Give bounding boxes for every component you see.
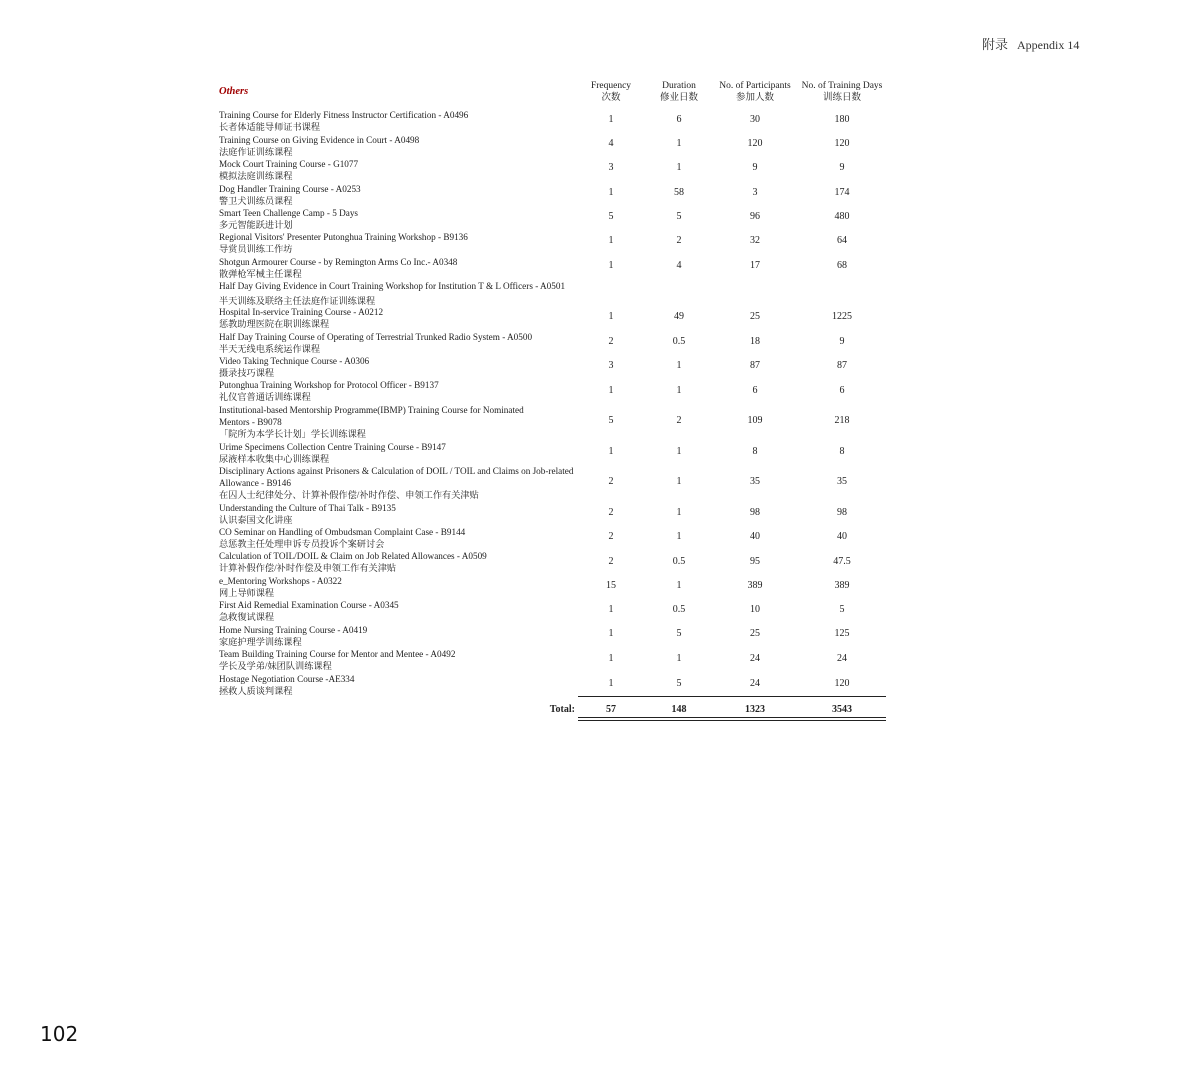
duration-cell: 0.5 bbox=[672, 556, 686, 567]
course-name-en: Video Taking Technique Course - A0306 bbox=[219, 356, 370, 366]
course-name-en: Understanding the Culture of Thai Talk - B9135 bbox=[219, 503, 396, 513]
training-days-cell: 389 bbox=[834, 580, 850, 591]
course-name-en: Home Nursing Training Course - A0419 bbox=[219, 625, 368, 635]
course-name-zh: 家庭护理学训练课程 bbox=[219, 637, 302, 648]
course-name-en: First Aid Remedial Examination Course - A0345 bbox=[219, 600, 399, 610]
course-label bbox=[219, 575, 594, 599]
duration-cell: 5 bbox=[676, 628, 682, 639]
course-name-zh: 计算补假作偿/补时作偿及申领工作有关津贴 bbox=[219, 563, 397, 574]
course-name-en: Training Course for Elderly Fitness Instructor Certification - A0496 bbox=[219, 110, 469, 120]
duration-cell: 1 bbox=[676, 162, 682, 173]
frequency-cell: 1 bbox=[608, 604, 614, 615]
col-head-participants-zh: 参加人数 bbox=[735, 93, 774, 103]
duration-cell: 1 bbox=[676, 476, 682, 487]
training-days-cell: 218 bbox=[834, 415, 850, 426]
col-head-duration-zh: 修业日数 bbox=[659, 93, 698, 103]
frequency-cell: 1 bbox=[608, 446, 614, 457]
duration-cell: 1 bbox=[676, 531, 682, 542]
participants-cell: 87 bbox=[750, 360, 760, 371]
course-name-zh: 模拟法庭训练课程 bbox=[219, 171, 293, 182]
training-days-cell: 1225 bbox=[832, 311, 852, 322]
participants-cell: 24 bbox=[750, 678, 760, 689]
training-days-cell: 47.5 bbox=[833, 556, 851, 567]
course-label bbox=[219, 207, 594, 231]
duration-cell: 4 bbox=[676, 260, 682, 271]
course-name-en: e_Mentoring Workshops - A0322 bbox=[219, 576, 342, 586]
course-label bbox=[219, 109, 594, 133]
participants-cell: 389 bbox=[747, 580, 763, 591]
course-name-zh: 总惩教主任处理申诉专员投诉个案研讨会 bbox=[219, 539, 385, 550]
course-label bbox=[219, 355, 594, 379]
participants-cell: 9 bbox=[752, 162, 758, 173]
training-days-cell: 24 bbox=[837, 653, 847, 664]
training-days-cell: 5 bbox=[839, 604, 845, 615]
course-label bbox=[219, 183, 594, 207]
duration-cell: 58 bbox=[674, 187, 684, 198]
course-label bbox=[219, 280, 594, 307]
course-name-zh: 学长及学弟/妹团队训练课程 bbox=[219, 661, 332, 672]
course-name-zh: 法庭作证训练课程 bbox=[219, 147, 293, 158]
participants-cell: 25 bbox=[750, 311, 760, 322]
frequency-cell: 1 bbox=[608, 628, 614, 639]
course-name-en: Half Day Training Course of Operating of Terrestrial Trunked Radio System - A0500 bbox=[219, 332, 533, 342]
course-name-en: Disciplinary Actions against Prisoners & Calculation of DOIL / TOIL and Claims on Job-related Allowance - B9146 bbox=[219, 466, 574, 489]
training-days-cell: 9 bbox=[839, 336, 845, 347]
col-head-training-days bbox=[798, 80, 886, 104]
course-name-en: Smart Teen Challenge Camp - 5 Days bbox=[219, 208, 359, 218]
course-label bbox=[219, 502, 594, 526]
course-name-en: Mock Court Training Course - G1077 bbox=[219, 159, 359, 169]
training-days-cell: 8 bbox=[839, 446, 845, 457]
course-label bbox=[219, 550, 594, 574]
duration-cell: 1 bbox=[676, 138, 682, 149]
frequency-cell: 2 bbox=[608, 531, 614, 542]
participants-cell: 30 bbox=[750, 114, 760, 125]
course-name-zh: 尿液样本收集中心训练课程 bbox=[219, 454, 330, 465]
col-head-frequency-en: Frequency bbox=[590, 81, 632, 91]
frequency-cell: 1 bbox=[608, 187, 614, 198]
training-days-cell: 125 bbox=[834, 628, 850, 639]
course-name-zh: 礼仪官普通话训练课程 bbox=[219, 392, 311, 403]
participants-cell: 8 bbox=[752, 446, 758, 457]
col-head-frequency-zh: 次数 bbox=[601, 93, 621, 103]
participants-cell: 98 bbox=[750, 507, 760, 518]
appendix-label-en: Appendix 14 bbox=[1017, 38, 1080, 52]
training-days-cell: 9 bbox=[839, 162, 845, 173]
duration-cell: 0.5 bbox=[672, 604, 686, 615]
course-label bbox=[219, 134, 594, 158]
course-label bbox=[219, 331, 594, 355]
total-participants: 1323 bbox=[745, 704, 765, 715]
course-label bbox=[219, 158, 594, 182]
duration-cell: 1 bbox=[676, 580, 682, 591]
course-label bbox=[219, 231, 594, 255]
duration-cell: 1 bbox=[676, 446, 682, 457]
course-name-zh: 半天无线电系统运作课程 bbox=[219, 344, 321, 355]
training-days-cell: 480 bbox=[834, 211, 850, 222]
training-days-cell: 98 bbox=[837, 507, 847, 518]
training-days-cell: 68 bbox=[837, 260, 847, 271]
frequency-cell: 2 bbox=[608, 476, 614, 487]
duration-cell: 5 bbox=[676, 211, 682, 222]
participants-cell: 96 bbox=[750, 211, 760, 222]
course-name-en: Regional Visitors' Presenter Putonghua Training Workshop - B9136 bbox=[219, 232, 468, 242]
frequency-cell: 15 bbox=[606, 580, 616, 591]
appendix-label-zh: 附录 bbox=[982, 37, 1009, 52]
participants-cell: 17 bbox=[750, 260, 760, 271]
course-name-en: Half Day Giving Evidence in Court Training Workshop for Institution T & L Officers - A0501 bbox=[219, 281, 566, 291]
col-head-training-days-en: No. of Training Days bbox=[801, 81, 883, 91]
course-label bbox=[219, 465, 574, 502]
course-label bbox=[219, 306, 594, 330]
duration-cell: 1 bbox=[676, 507, 682, 518]
participants-cell: 40 bbox=[750, 531, 760, 542]
training-days-cell: 35 bbox=[837, 476, 847, 487]
course-name-en: Urime Specimens Collection Centre Training Course - B9147 bbox=[219, 442, 446, 452]
section-title: Others bbox=[219, 86, 249, 97]
course-name-zh: 多元智能跃进计划 bbox=[219, 220, 293, 231]
frequency-cell: 1 bbox=[608, 385, 614, 396]
frequency-cell: 1 bbox=[608, 114, 614, 125]
course-name-en: CO Seminar on Handling of Ombudsman Complaint Case - B9144 bbox=[219, 527, 466, 537]
total-rule-bottom bbox=[578, 717, 886, 718]
frequency-cell: 4 bbox=[608, 138, 614, 149]
duration-cell: 1 bbox=[676, 360, 682, 371]
participants-cell: 120 bbox=[747, 138, 763, 149]
total-rule-bottom-double bbox=[578, 720, 886, 721]
col-head-duration bbox=[654, 80, 704, 104]
participants-cell: 18 bbox=[750, 336, 760, 347]
col-head-participants bbox=[716, 80, 794, 104]
frequency-cell: 5 bbox=[608, 211, 614, 222]
course-name-zh: 拯救人质谈判课程 bbox=[219, 686, 293, 697]
course-name-en: Hostage Negotiation Course -AE334 bbox=[219, 674, 355, 684]
frequency-cell: 1 bbox=[608, 678, 614, 689]
frequency-cell: 2 bbox=[608, 336, 614, 347]
course-name-en: Training Course on Giving Evidence in Court - A0498 bbox=[219, 135, 420, 145]
training-days-cell: 6 bbox=[839, 385, 845, 396]
course-label bbox=[219, 441, 594, 465]
participants-cell: 95 bbox=[750, 556, 760, 567]
page-number: 102 bbox=[40, 1022, 79, 1046]
course-label bbox=[219, 648, 594, 672]
total-duration: 148 bbox=[671, 704, 687, 715]
duration-cell: 1 bbox=[676, 653, 682, 664]
course-label bbox=[219, 624, 594, 648]
course-label bbox=[219, 256, 594, 280]
frequency-cell: 3 bbox=[608, 360, 614, 371]
page-header bbox=[982, 34, 1079, 53]
participants-cell: 24 bbox=[750, 653, 760, 664]
participants-cell: 10 bbox=[750, 604, 760, 615]
frequency-cell: 2 bbox=[608, 556, 614, 567]
participants-cell: 6 bbox=[752, 385, 758, 396]
course-name-en: Team Building Training Course for Mentor and Mentee - A0492 bbox=[219, 649, 456, 659]
course-name-en: Dog Handler Training Course - A0253 bbox=[219, 184, 361, 194]
course-name-en: Hospital In-service Training Course - A0212 bbox=[219, 307, 384, 317]
total-rule-top bbox=[578, 696, 886, 697]
frequency-cell: 1 bbox=[608, 260, 614, 271]
course-name-zh: 半天训练及联络主任法庭作证训练课程 bbox=[219, 296, 376, 307]
training-days-cell: 174 bbox=[834, 187, 850, 198]
course-name-zh: 惩教助理医院在职训练课程 bbox=[219, 319, 330, 330]
course-name-en: Putonghua Training Workshop for Protocol Officer - B9137 bbox=[219, 380, 439, 390]
col-head-duration-en: Duration bbox=[662, 81, 696, 91]
course-label bbox=[219, 404, 549, 441]
duration-cell: 5 bbox=[676, 678, 682, 689]
course-label bbox=[219, 673, 594, 697]
course-name-zh: 长者体适能导师证书课程 bbox=[219, 122, 321, 133]
col-head-participants-en: No. of Participants bbox=[719, 81, 791, 91]
course-label bbox=[219, 599, 594, 623]
participants-cell: 3 bbox=[752, 187, 758, 198]
course-name-zh: 摄录技巧课程 bbox=[219, 368, 275, 379]
total-frequency: 57 bbox=[606, 704, 616, 715]
course-name-zh: 急救復试课程 bbox=[219, 612, 275, 623]
training-days-cell: 120 bbox=[834, 678, 850, 689]
duration-cell: 0.5 bbox=[672, 336, 686, 347]
participants-cell: 25 bbox=[750, 628, 760, 639]
frequency-cell: 1 bbox=[608, 653, 614, 664]
training-days-cell: 40 bbox=[837, 531, 847, 542]
duration-cell: 49 bbox=[674, 311, 684, 322]
course-label bbox=[219, 379, 594, 403]
col-head-frequency bbox=[586, 80, 636, 104]
participants-cell: 109 bbox=[747, 415, 763, 426]
frequency-cell: 5 bbox=[608, 415, 614, 426]
participants-cell: 32 bbox=[750, 235, 760, 246]
frequency-cell: 2 bbox=[608, 507, 614, 518]
training-days-cell: 64 bbox=[837, 235, 847, 246]
duration-cell: 2 bbox=[676, 235, 682, 246]
total-label: Total: bbox=[549, 704, 575, 715]
frequency-cell: 1 bbox=[608, 235, 614, 246]
total-training-days: 3543 bbox=[832, 704, 852, 715]
course-name-en: Calculation of TOIL/DOIL & Claim on Job Related Allowances - A0509 bbox=[219, 551, 487, 561]
training-days-cell: 87 bbox=[837, 360, 847, 371]
course-name-zh: 网上导师课程 bbox=[219, 588, 275, 599]
duration-cell: 1 bbox=[676, 385, 682, 396]
course-name-zh: 警卫犬训练员课程 bbox=[219, 196, 293, 207]
course-name-en: Shotgun Armourer Course - by Remington Arms Co Inc.- A0348 bbox=[219, 257, 458, 267]
training-days-cell: 120 bbox=[834, 138, 850, 149]
course-name-zh: 散弹枪军械主任课程 bbox=[219, 269, 302, 280]
course-name-en: Institutional-based Mentorship Programme(IBMP) Training Course for Nominated Mentors - B9078 bbox=[219, 405, 524, 428]
course-name-zh: 在囚人士纪律处分、计算补假作偿/补时作偿、申领工作有关津贴 bbox=[219, 490, 479, 501]
frequency-cell: 3 bbox=[608, 162, 614, 173]
course-name-zh: 「院所为本学长计划」学长训练课程 bbox=[219, 429, 366, 440]
frequency-cell: 1 bbox=[608, 311, 614, 322]
course-name-zh: 认识泰国文化讲座 bbox=[219, 515, 293, 526]
col-head-training-days-zh: 训练日数 bbox=[822, 93, 861, 103]
participants-cell: 35 bbox=[750, 476, 760, 487]
training-days-cell: 180 bbox=[834, 114, 850, 125]
course-label bbox=[219, 526, 594, 550]
duration-cell: 2 bbox=[676, 415, 682, 426]
course-name-zh: 导赏员训练工作坊 bbox=[219, 244, 293, 255]
duration-cell: 6 bbox=[676, 114, 682, 125]
